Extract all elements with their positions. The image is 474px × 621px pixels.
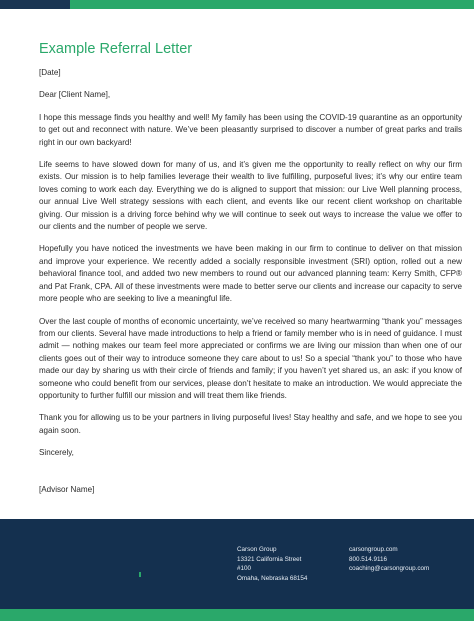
letter-paragraph: Over the last couple of months of economic uncertainty, we’ve received so many heartwarming “thank you” messages from our clients. Several have made introductions to help a friend or family member who is in need of guidance. I must admit — nothing makes our team feel more appreciated or confirms we are living our mission than when one of our clients goes out of their way to introduce someone they care about to us! So a special “thank you” to those who have made our day by sharing us with their circle of friends and family; if you haven’t yet shared us, an ask: if you know of someone who could benefit from our services, please don’t hesitate to make an introduction. We would appreciate the opportunity to further fulfill our mission and will treat them like friends. xyxy=(39,316,462,400)
footer-suite: #100 xyxy=(237,565,252,573)
footer-website: carsongroup.com xyxy=(349,546,398,553)
letter-signature: [Advisor Name] xyxy=(39,484,95,494)
letter-closing: Sincerely, xyxy=(39,448,74,458)
letter-title: Example Referral Letter xyxy=(39,41,193,57)
footer-email: coaching@carsongroup.com xyxy=(349,565,430,573)
footer-contact xyxy=(349,545,429,574)
letter-date: [Date] xyxy=(39,68,61,77)
letter-paragraph: Thank you for allowing us to be your partners in living purposeful lives! Stay healthy and safe, and we hope to see you again soon. xyxy=(39,413,462,435)
letter-salutation: Dear [Client Name], xyxy=(39,90,111,100)
footer-company-name: Carson Group xyxy=(237,546,277,553)
footer-street: 13321 California Street xyxy=(237,555,302,563)
footer-address xyxy=(237,545,307,583)
letter-paragraph: Life seems to have slowed down for many of us, and it’s given me the opportunity to really reflect on why our firm exists. Our mission is to help families leverage their wealth to live fulfilling, purposeful lives; it’s why our entire team loves coming to work each day. Everything we do is aligned to support that mission: our Live Well planning process, our annual Live Well strategy sessions with each client, and events like our recent client workshop on charitable giving. Our mission is a driving force behind why we will continue to seek out ways to increase the value we offer to our clients and the number of people we serve. xyxy=(39,160,462,232)
footer xyxy=(0,519,474,609)
footer-city: Omaha, Nebraska 68154 xyxy=(237,574,308,582)
top-bar-green-stripe xyxy=(70,0,474,9)
bottom-accent-bar xyxy=(0,609,474,621)
letter-paragraph: I hope this message finds you healthy and well! My family has been using the COVID-19 quarantine as an opportunity to get out and reconnect with nature. We’ve been pleasantly surprised to discover a number of great parks and trails right in our own backyard! xyxy=(39,112,462,147)
top-accent-bar xyxy=(0,0,474,9)
footer-green-mark xyxy=(139,572,141,577)
letter-body xyxy=(39,40,462,496)
footer-phone: 800.514.9116 xyxy=(349,555,388,563)
letter-paragraph: Hopefully you have noticed the investments we have been making in our firm to continue to deliver on that mission and improve your experience. We recently added a socially responsible investment (SRI) option, rolled out a new behavioral finance tool, and added two new members to round out our advanced planning team: Kerry Smith, CFP® and Pat Frank, CPA. All of these investments were made to better serve our clients and increase our capacity to serve more people who are seeking to live a meaningful life. xyxy=(39,244,462,304)
